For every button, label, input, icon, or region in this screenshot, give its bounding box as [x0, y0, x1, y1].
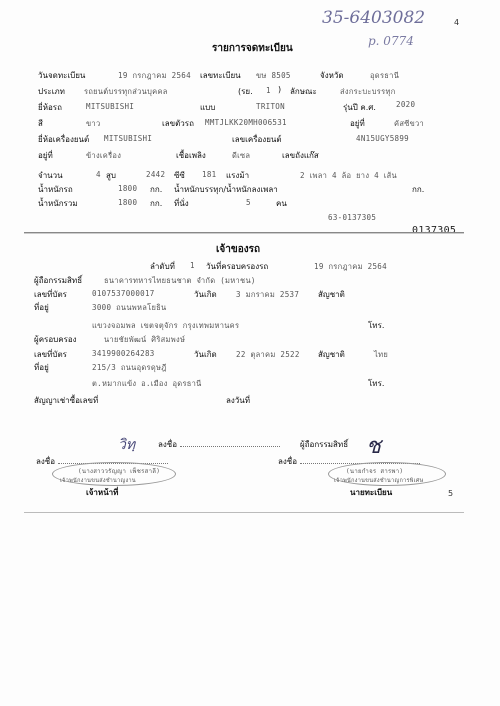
- seats-value: 5: [246, 198, 251, 207]
- holder-label: ผู้ครอบครอง: [34, 335, 77, 344]
- engine-no-label: เลขเครื่องยนต์: [232, 135, 282, 144]
- owner-addr-line2: แขวงจอมพล เขตจตุจักร กรุงเทพมหานคร: [92, 321, 240, 330]
- holder-tel-label: โทร.: [368, 379, 385, 388]
- sign-line-mid: [180, 446, 280, 447]
- code-paren: (รย.: [238, 87, 253, 96]
- model-value: TRITON: [256, 102, 285, 111]
- left-official-subtitle: เจ้าพนักงานขนส่งชำนาญงาน: [60, 478, 136, 484]
- character-value: ส่งกระบะบรรทุก: [340, 87, 396, 96]
- seats-label: ที่นั่ง: [174, 199, 189, 208]
- owner-signature-label: ผู้ถือกรรมสิทธิ์: [300, 440, 349, 449]
- code-value: 1: [266, 86, 271, 95]
- owner-name-value: ธนาคารทหารไทยธนชาต จำกัด (มหาชน): [104, 276, 256, 285]
- payload-label: น้ำหนักบรรทุก/น้ำหนักลงเพลา: [174, 185, 278, 194]
- holder-addr-line1: 215/3 ถนนอุดรดุษฎี: [92, 363, 167, 372]
- model-label: แบบ: [200, 103, 216, 112]
- engine-no-value: 4N15UGY5899: [356, 134, 409, 143]
- page-number-top: 4: [454, 18, 460, 27]
- chassis-loc-value: คัสซีขวา: [394, 119, 425, 128]
- weight-unit: กก.: [150, 185, 163, 194]
- serial-number: 63-0137305: [328, 213, 377, 222]
- weight-label: น้ำหนักรถ: [38, 185, 73, 194]
- page-number-bottom: 5: [448, 489, 454, 498]
- year-value: 2020: [396, 100, 416, 109]
- cylinders-unit: สูบ: [106, 171, 116, 180]
- owner-id-value: 0107537000017: [92, 289, 155, 298]
- code-close: ): [278, 85, 282, 94]
- gross-value: 1800: [118, 198, 138, 207]
- owner-birth-label: วันเกิด: [194, 290, 217, 299]
- year-label: รุ่นปี ค.ศ.: [343, 103, 376, 112]
- left-signature-mark: วิทฺ: [118, 437, 136, 453]
- reg-date-value: 19 กรกฎาคม 2564: [118, 71, 191, 80]
- province-value: อุดรธานี: [370, 71, 400, 80]
- count-label: จำนวน: [38, 171, 63, 180]
- brand-value: MITSUBISHI: [86, 102, 135, 111]
- sign-label-left: ลงชื่อ: [36, 457, 56, 466]
- owner-nat-label: สัญชาติ: [318, 290, 345, 299]
- holder-birth-value: 22 ตุลาคม 2522: [236, 350, 300, 359]
- owner-title: เจ้าของรถ: [216, 244, 261, 255]
- axles-value: 2 เพลา 4 ล้อ ยาง 4 เส้น: [300, 171, 397, 180]
- color-value: ขาว: [86, 119, 101, 128]
- engine-brand-value: MITSUBISHI: [104, 134, 153, 143]
- fuel-value: ดีเซล: [232, 151, 251, 160]
- owner-addr-line1: 3000 ถนนพหลโยธิน: [92, 303, 167, 312]
- gross-unit: กก.: [150, 199, 163, 208]
- engine-brand-label: ยี่ห้อเครื่องยนต์: [38, 135, 90, 144]
- character-label: ลักษณะ: [290, 87, 317, 96]
- holder-id-label: เลขที่บัตร: [34, 350, 67, 359]
- owner-tel-label: โทร.: [368, 321, 385, 330]
- cc-value: 2442: [146, 170, 166, 179]
- engine-loc-value: ข้างเครื่อง: [86, 151, 122, 160]
- holder-name-value: นายชัยพัฒน์ ศิริสมพงษ์: [104, 335, 186, 344]
- page-bottom-edge: [24, 512, 464, 513]
- owner-id-label: เลขที่บัตร: [34, 290, 67, 299]
- right-official-name: (นายกำจร สารพา): [346, 468, 404, 475]
- engine-loc-label: อยู่ที่: [38, 151, 53, 160]
- hp-unit: แรงม้า: [226, 171, 250, 180]
- brand-label: ยี่ห้อรถ: [38, 103, 62, 112]
- type-value: รถยนต์บรรทุกส่วนบุคคล: [84, 87, 168, 96]
- right-role-label: นายทะเบียน: [350, 488, 393, 497]
- reg-no-label: เลขทะเบียน: [200, 71, 241, 80]
- hp-value: 181: [202, 170, 217, 179]
- holder-addr-line2: ต.หมากแข้ง อ.เมือง อุดรธานี: [92, 379, 202, 388]
- left-official-name: (นางสาววรัญญา เพ็ชรสาลี): [78, 468, 161, 475]
- cc-unit: ซีซี: [174, 171, 185, 180]
- sign-label-right: ลงชื่อ: [278, 457, 298, 466]
- possess-date-label: วันที่ครอบครองรถ: [206, 262, 269, 271]
- order-label: ลำดับที่: [150, 262, 175, 271]
- reg-no-value: ขษ 8505: [256, 71, 291, 80]
- handwritten-doc-number: 35-6403082: [322, 8, 426, 28]
- weight-value: 1800: [118, 184, 138, 193]
- fold-shadow: [24, 233, 464, 234]
- holder-id-value: 3419900264283: [92, 349, 155, 358]
- color-label: สี: [38, 119, 43, 128]
- province-label: จังหวัด: [320, 71, 344, 80]
- sign-label-mid: ลงชื่อ: [158, 440, 178, 449]
- right-signature-mark: ช: [366, 434, 381, 459]
- order-value: 1: [190, 261, 195, 270]
- chassis-value: MMTJLKK20MH006531: [205, 118, 287, 127]
- payload-unit: กก.: [412, 185, 425, 194]
- holder-nat-value: ไทย: [374, 350, 389, 359]
- possess-date-value: 19 กรกฎาคม 2564: [314, 262, 387, 271]
- owner-addr-label: ที่อยู่: [34, 303, 49, 312]
- chassis-loc-label: อยู่ที่: [350, 119, 365, 128]
- contract-label: สัญญาเช่าซื้อเลขที่: [34, 396, 99, 405]
- right-official-subtitle: เจ้าพนักงานขนส่งชำนาญการพิเศษ: [334, 478, 424, 484]
- seats-unit: คน: [276, 199, 287, 208]
- fuel-label: เชื้อเพลิง: [176, 151, 206, 160]
- gross-label: น้ำหนักรวม: [38, 199, 78, 208]
- handwritten-page-ref: p. 0774: [368, 34, 414, 48]
- holder-addr-label: ที่อยู่: [34, 363, 49, 372]
- holder-nat-label: สัญชาติ: [318, 350, 345, 359]
- owner-birth-value: 3 มกราคม 2537: [236, 290, 300, 299]
- owner-label: ผู้ถือกรรมสิทธิ์: [34, 276, 83, 285]
- holder-birth-label: วันเกิด: [194, 350, 217, 359]
- type-label: ประเภท: [38, 87, 65, 96]
- tank-label: เลขถังแก๊ส: [282, 151, 319, 160]
- registration-title: รายการจดทะเบียน: [212, 43, 293, 54]
- chassis-label: เลขตัวรถ: [162, 119, 194, 128]
- serial-cut-top: 0137305: [412, 225, 457, 232]
- contract-date-label: ลงวันที่: [226, 396, 251, 405]
- cylinders-value: 4: [96, 170, 101, 179]
- reg-date-label: วันจดทะเบียน: [38, 71, 86, 80]
- left-role-label: เจ้าหน้าที่: [86, 488, 119, 497]
